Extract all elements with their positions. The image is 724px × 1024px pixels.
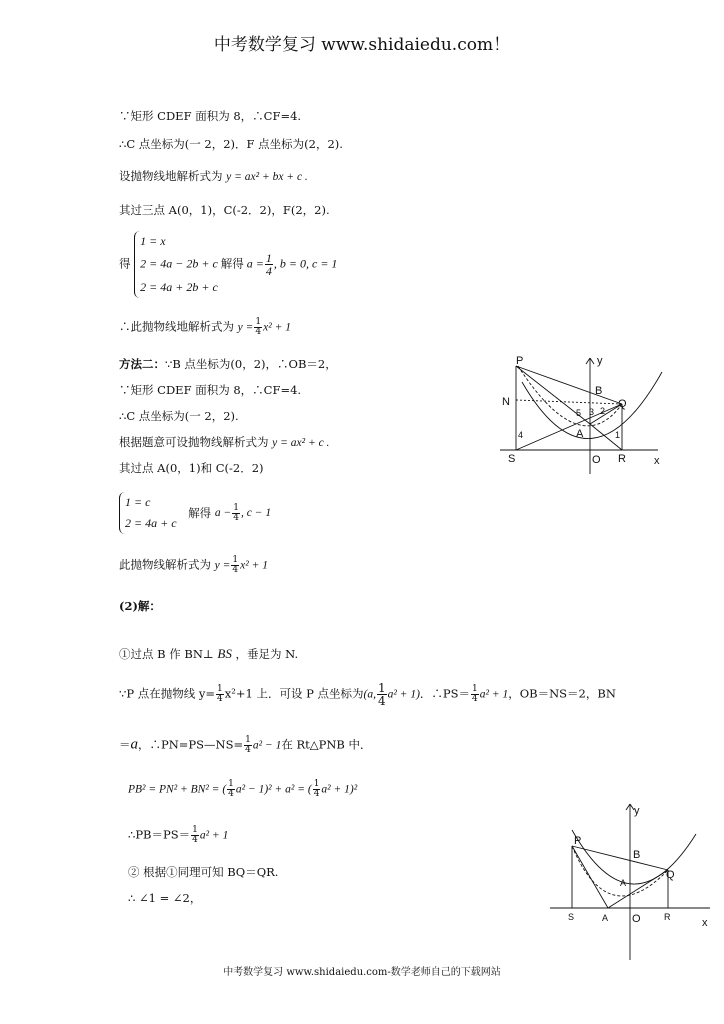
system-2-row-2: 2 = 4a + c: [125, 516, 177, 530]
line-7: ∴C 点坐标为(一 2，2).: [119, 409, 239, 423]
fig1-y-arrow-right: [590, 358, 594, 364]
part-2-heading: (2)解：: [119, 599, 161, 613]
frac-den: 4: [217, 694, 223, 704]
frac-den: 4: [472, 694, 478, 704]
fig1-label-r: R: [618, 453, 626, 465]
line-17: ∴ ∠1 = ∠2，: [128, 891, 202, 905]
line-12-fraction-3: [471, 685, 479, 704]
line-3-formula: y = ax² + bx + c .: [226, 171, 308, 183]
system-2-a-label: a −: [214, 507, 232, 519]
line-15-b: a² + 1: [199, 829, 229, 842]
fig2-label-r: R: [664, 912, 671, 922]
line-9: 其过点 A(0，1)和 C(-2．2): [119, 461, 264, 475]
fig2-label-b: B: [633, 849, 641, 861]
system-2: [119, 492, 271, 534]
line-13-c: ，∴PN=PS—NS=: [138, 737, 244, 752]
system-2-fraction: [232, 504, 240, 523]
line-13-fraction: [244, 736, 252, 755]
line-11-bs: BS: [217, 646, 232, 661]
system-1-row-2-eq: 2 = 4a − 2b + c: [140, 256, 218, 271]
frac-num: 1: [313, 779, 320, 789]
line-2: ∴C 点坐标为(一 2，2)．F 点坐标为(2，2).: [119, 137, 343, 151]
frac-den: 4: [255, 327, 262, 337]
fig1-label-a: A: [576, 428, 584, 440]
line-11-c: ，垂足为 N.: [235, 647, 299, 661]
frac-den: 4: [233, 512, 239, 523]
frac-num: 1: [245, 735, 251, 745]
line-12-a: ∵P 点在抛物线 y=: [119, 686, 215, 701]
line-11-a: ①过点 B 作 BN⊥: [119, 647, 214, 661]
fig2-label-s: S: [568, 912, 575, 922]
line-12-c: (a,: [363, 688, 376, 701]
system-1-solved-label: 解得: [220, 258, 244, 271]
fig1-dashed-curve: [518, 366, 622, 426]
figure-2-diagram: [548, 800, 718, 962]
fig1-label-x: x: [654, 455, 660, 467]
fig2-y-arrow-left: [626, 804, 630, 810]
frac-num: 1: [255, 317, 262, 327]
fig1-label-s: S: [508, 453, 516, 465]
line-14: [128, 780, 357, 799]
line-16: ② 根据①同理可知 BQ＝QR.: [128, 865, 279, 879]
frac-num: 1: [233, 502, 239, 513]
line-8-text: 根据题意可设抛物线解析式为: [119, 435, 269, 449]
line-12-g: ，OB＝NS＝2，BN: [508, 686, 616, 701]
line-5-y: y =: [237, 321, 254, 334]
fig1-label-2: 2: [600, 406, 606, 416]
fig2-label-a: A: [602, 913, 609, 923]
fig2-segment-pq: [572, 846, 668, 870]
line-10-text: 此抛物线解析式为: [119, 557, 211, 572]
method-2-title: 方法二：: [119, 357, 165, 371]
fig1-label-p: P: [516, 355, 524, 367]
system-2-rest: , c − 1: [240, 507, 272, 519]
method-2-rest: ∵B 点坐标为(0，2)，∴OB＝2，: [165, 357, 337, 371]
fig1-label-n: N: [502, 396, 510, 408]
line-11: [119, 646, 298, 662]
line-4: 其过三点 A(0，1)，C(-2．2)，F(2，2).: [119, 203, 330, 217]
line-10-rest: x² + 1: [240, 559, 268, 572]
line-5-text: ∴此抛物线地解析式为: [119, 319, 234, 334]
line-12-fraction-1: [216, 685, 224, 704]
system-2-brace: [119, 492, 177, 534]
fig1-label-y: y: [597, 355, 603, 367]
frac-num: 1: [265, 251, 272, 265]
system-1-row-2: [140, 252, 337, 277]
line-12-b: x²+1 上．可设 P 点坐标为: [224, 686, 364, 701]
line-8: [119, 434, 329, 450]
page-header: 中考数学复习 www.shidaiedu.com！: [213, 35, 511, 55]
line-5-rest: x² + 1: [263, 321, 291, 334]
fig2-label-o: O: [632, 913, 641, 925]
frac-den: 4: [192, 835, 198, 845]
fig2-label-y: y: [634, 805, 640, 817]
line-13: [119, 736, 372, 755]
line-10-fraction: [231, 556, 239, 575]
system-1: [119, 231, 337, 298]
frac-den: 4: [313, 789, 320, 799]
fig2-segment-pa: [572, 846, 608, 908]
system-1-row-1: 1 = x: [140, 234, 166, 248]
fig2-label-q: Q: [666, 869, 675, 881]
line-12: [119, 682, 616, 707]
frac-num: 1: [217, 684, 223, 694]
line-10: [119, 556, 268, 575]
system-1-brace: [134, 231, 337, 298]
fig2-label-a-inner: A: [620, 878, 627, 888]
system-1-row-3: 2 = 4a + 2b + c: [140, 280, 218, 294]
line-8-formula: y = ax² + c .: [272, 437, 330, 449]
system-2-row-1: 1 = c: [125, 495, 151, 509]
frac-den: 4: [265, 264, 272, 278]
line-13-e: 在 Rt△PNB 中．: [281, 737, 372, 752]
frac-den: 4: [377, 694, 386, 708]
fig1-label-5: 5: [576, 408, 582, 418]
line-12-fraction-2: [377, 682, 387, 707]
frac-den: 4: [228, 789, 234, 799]
line-12-f: a² + 1: [479, 688, 509, 701]
line-13-d: a² − 1: [252, 739, 282, 752]
fig1-label-q: Q: [618, 398, 627, 410]
line-14-c: a² + 1)²: [321, 783, 358, 796]
fig1-label-1: 1: [615, 430, 621, 440]
fig1-y-arrow-left: [586, 358, 590, 364]
fig1-segment-sq: [516, 404, 622, 450]
frac-den: 4: [245, 745, 251, 755]
line-13-a: ＝: [119, 737, 131, 752]
line-14-b: a² − 1)² + a² = (: [235, 783, 312, 796]
line-15-fraction: [191, 826, 199, 845]
frac-num: 1: [232, 555, 239, 565]
line-10-y: y =: [214, 559, 231, 572]
page-footer: 中考数学复习 www.shidaiedu.com-数学老师自己的下载网站: [223, 967, 501, 978]
system-1-rest: , b = 0, c = 1: [273, 256, 338, 271]
line-15: [128, 826, 228, 845]
fig1-label-3: 3: [589, 407, 595, 417]
fig2-label-p: P: [574, 835, 582, 847]
frac-den: 4: [232, 565, 239, 575]
line-5: [119, 318, 291, 337]
fig2-segment-aq: [608, 870, 668, 908]
system-1-a-label: a =: [246, 256, 264, 271]
line-12-d: a² + 1): [387, 688, 420, 701]
line-14-fraction-2: [313, 780, 321, 799]
fig2-label-x: x: [702, 917, 708, 929]
line-12-e: ．∴PS＝: [419, 686, 471, 701]
line-14-a: PB² = PN² + BN² = (: [128, 783, 227, 796]
system-1-prefix: 得: [119, 256, 131, 271]
line-6: ∵矩形 CDEF 面积为 8，∴CF=4.: [119, 383, 302, 397]
line-14-fraction-1: [227, 780, 235, 799]
fig1-segment-nb: [516, 400, 622, 404]
frac-num: 1: [192, 825, 198, 835]
fig1-parabola: [522, 372, 662, 439]
line-1: ∵矩形 CDEF 面积为 8，∴CF=4.: [119, 109, 302, 123]
frac-num: 1: [377, 681, 386, 695]
line-5-fraction: [254, 318, 262, 337]
line-3-text: 设抛物线地解析式为: [119, 169, 223, 183]
system-1-fraction: [265, 252, 273, 277]
line-3: [119, 168, 308, 184]
frac-num: 1: [228, 779, 234, 789]
fig1-label-o: O: [592, 454, 601, 466]
method-2-line: [119, 356, 337, 372]
fig1-label-b: B: [595, 385, 603, 397]
system-2-solved-label: 解得: [188, 506, 212, 520]
figure-1-diagram: [490, 352, 670, 476]
frac-num: 1: [472, 684, 478, 694]
fig1-label-4: 4: [518, 430, 524, 440]
line-13-b: a: [130, 736, 138, 753]
line-15-a: ∴PB＝PS＝: [128, 827, 191, 842]
